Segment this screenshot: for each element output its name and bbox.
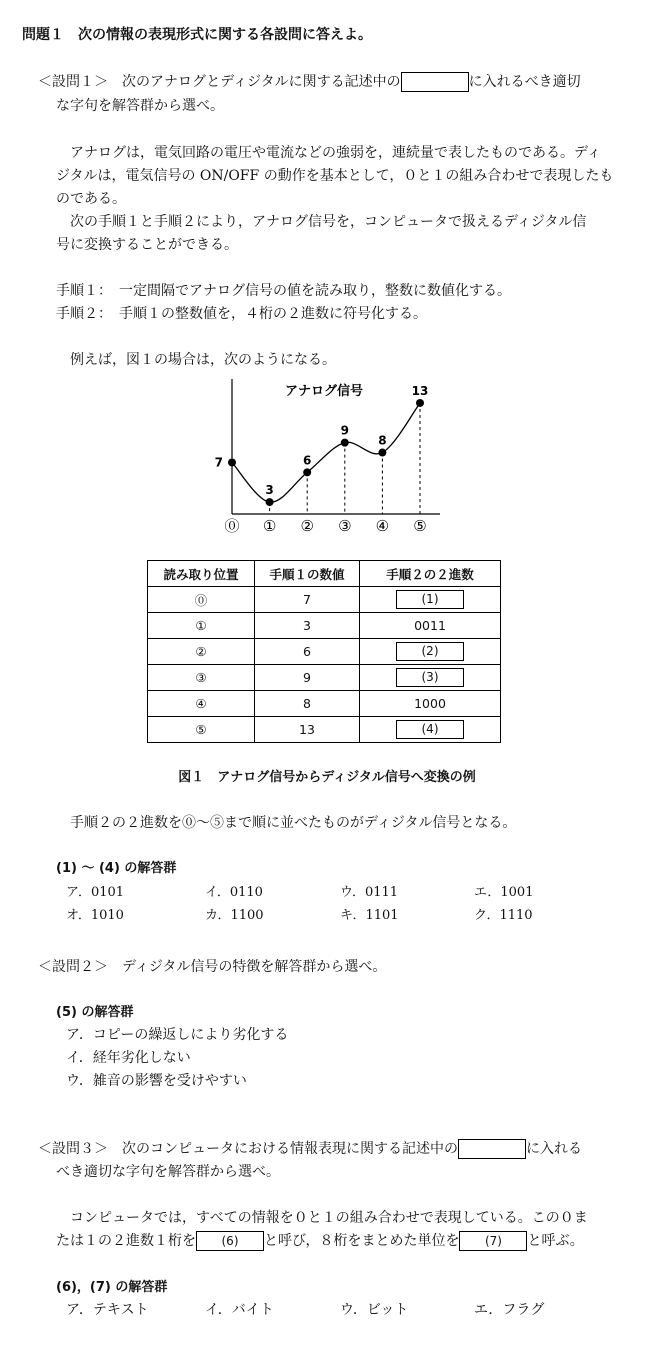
cell-position: ④ [148,691,255,717]
cell-binary: 1000 [360,691,501,717]
cell-position: ① [148,613,255,639]
answer-blank-7: (7) [459,1231,527,1251]
q3-line1: コンピュータでは，すべての情報を０と１の組み合わせで表現している。この０ま [70,1210,588,1226]
cell-value: 13 [255,717,360,743]
cell-binary [360,587,501,613]
data-point [416,399,424,407]
q1-heading-line2: な字句を解答群から選べ。 [56,98,224,114]
q1-para1-line1: アナログは，電気回路の電圧や電流などの強弱を，連続量で表したものである。ディ [70,145,601,161]
cell-value: 8 [255,691,360,717]
data-point [341,439,349,447]
cell-binary [360,639,501,665]
cell-position: ⓪ [148,587,255,613]
x-tick-label: ⓪ [224,517,240,535]
table-row [148,639,501,665]
problem-title: 問題１ 次の情報の表現形式に関する各設問に答えよ。 [22,27,372,43]
data-point [378,449,386,457]
q1-para2-line2: 号に変換することができる。 [56,237,238,253]
header-step2: 手順２の２進数 [360,561,501,587]
table-row [148,717,501,743]
answer-blank-1: (1) [396,590,464,609]
answer-blank-4: (4) [396,720,464,739]
data-label: 6 [303,453,312,468]
option: オ．1010 [66,908,124,923]
blank-box [401,72,469,92]
data-point [303,468,311,476]
option: イ．0110 [205,885,263,900]
conversion-table [147,560,501,743]
chart-title: アナログ信号 [284,384,364,399]
option: イ．経年劣化しない [66,1050,191,1066]
blank-box [458,1139,526,1159]
cell-value: 3 [255,613,360,639]
table-row [148,665,501,691]
q3-heading-line2: べき適切な字句を解答群から選べ。 [56,1164,280,1180]
cell-value: 7 [255,587,360,613]
step2-text: 手順２： 手順１の整数値を，４桁の２進数に符号化する。 [56,306,427,322]
option: ア．コピーの繰返しにより劣化する [66,1027,289,1043]
option: ウ．雑音の影響を受けやすい [66,1073,247,1089]
option: ア．テキスト [66,1302,149,1318]
header-position: 読み取り位置 [148,561,255,587]
example-text: 例えば，図１の場合は，次のようになる。 [70,352,336,368]
q2-heading: ＜設問２＞ ディジタル信号の特徴を解答群から選べ。 [38,959,387,975]
analog-signal-chart [0,375,654,565]
data-label: 7 [214,455,223,470]
x-tick-label: ④ [375,517,390,535]
option: カ．1100 [205,908,264,923]
table-row [148,587,501,613]
option: ウ．ビット [340,1302,409,1318]
cell-value: 9 [255,665,360,691]
q1-para1-line3: のである。 [56,191,126,207]
q3-heading: ＜設問３＞ 次のコンピュータにおける情報表現に関する記述中の に入れる [38,1141,582,1157]
step1-text: 手順１： 一定間隔でアナログ信号の値を読み取り，整数に数値化する。 [56,283,511,299]
answers1-label: (1) ～ (4) の解答群 [56,861,177,876]
q1-para1-line2: ジタルは，電気信号の ON/OFF の動作を基本として，０と１の組み合わせで表現したも [56,168,614,184]
x-tick-label: ① [262,517,277,535]
table-header-row [148,561,501,587]
data-label: 13 [411,383,429,398]
q3-line2: たは１の２進数１桁を (6) と呼び，８桁をまとめた単位を (7) と呼ぶ。 [56,1233,584,1249]
option: イ．バイト [205,1302,274,1318]
cell-binary [360,717,501,743]
option: エ．フラグ [474,1302,545,1318]
answer-blank-3: (3) [396,668,464,687]
table-row [148,613,501,639]
data-point [266,498,274,506]
cell-position: ⑤ [148,717,255,743]
answer-blank-6: (6) [196,1231,264,1251]
q2-answers-label: (5) の解答群 [56,1005,134,1020]
data-label: 8 [378,433,387,448]
cell-position: ③ [148,665,255,691]
x-tick-label: ② [300,517,314,535]
analog-curve [232,403,420,502]
option: ア．0101 [66,885,125,900]
figure-caption: 図１ アナログ信号からディジタル信号へ変換の例 [178,770,476,785]
cell-value: 6 [255,639,360,665]
q3-answers-label: (6)，(7) の解答群 [56,1280,168,1295]
q1-heading: ＜設問１＞ 次のアナログとディジタルに関する記述中の に入れるべき適切 [38,74,581,90]
option: エ．1001 [474,885,534,900]
cell-binary [360,665,501,691]
table-row [148,691,501,717]
answer-blank-2: (2) [396,642,464,661]
option: キ．1101 [340,908,399,923]
q1-para2-line1: 次の手順１と手順２により，アナログ信号を，コンピュータで扱えるディジタル信 [70,214,587,230]
option: ク．1110 [474,908,533,923]
data-point [228,458,236,466]
header-step1: 手順１の数値 [255,561,360,587]
option: ウ．0111 [340,885,399,900]
data-label: 3 [265,483,274,498]
data-label: 9 [340,423,349,438]
cell-binary: 0011 [360,613,501,639]
x-tick-label: ③ [338,517,352,535]
x-tick-label: ⑤ [413,517,427,535]
cell-position: ② [148,639,255,665]
note-text: 手順２の２進数を⓪～⑤まで順に並べたものがディジタル信号となる。 [70,815,517,831]
